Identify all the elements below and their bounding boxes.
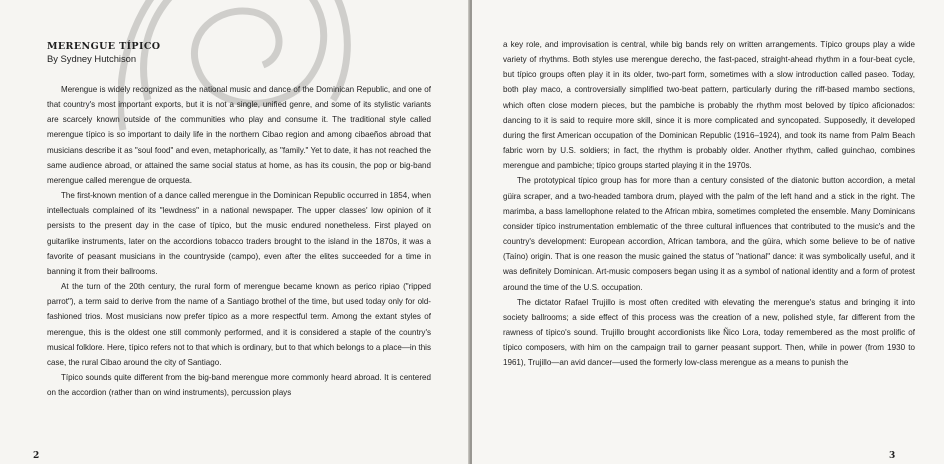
page-number: 3 [889,451,896,461]
right-page [472,0,944,464]
left-page [0,0,470,464]
left-body-text [47,82,431,400]
article-title: MERENGUE TÍPICO [47,41,161,52]
paragraph: The prototypical típico group has for more than a century consisted of the diatonic button accordion, a metal güira scraper, and a two-headed tambora drum, played with the palm of the left hand and a stick in the right. The marimba, a bass lamellophone related to the African mbira, sometimes completed the ensemble. Many Dominicans consider típico instrumentation emblematic of the three cultural influences that contributed to the music's and the country's development: European accordion, African tambora, and the güira, which some believe to be of native (Taíno) origin. That is one reason the music gained the status of "national" dance: it was symbolically useful, and it was definitely Dominican. Art-music composers began using it as a symbol of national identity and a form of protest around the time of the U.S. occupation. [503,176,915,292]
paragraph: The first-known mention of a dance called merengue in the Dominican Republic occurred in 1854, when intellectuals complained of its "lewdness" in a national newspaper. The upper classes' low opinion of it persists to the present day in the case of típico, but the music endured nonetheless. First played on guitarlike instruments, later on the accordions tobacco traders brought to the island in the 1870s, it was a favorite of peasant musicians in the countryside (campo), even after the elites succeeded for a time in banning it from their ballrooms. [47,191,431,276]
paragraph: Típico sounds quite different from the big-band merengue more commonly heard abroad. It is centered on the accordion (rather than on wind instruments), percussion plays [47,372,431,398]
byline: By Sydney Hutchison [47,53,137,64]
paragraph: The dictator Rafael Trujillo is most often credited with elevating the merengue's status and bringing it into society ballrooms; a side effect of this process was the creation of a new, polished style, far different from the rawness of típico's sound. Trujillo brought accordionists like Ñico Lora, today remembered as the most prolific of típico composers, with him on the campaign trail to garner peasant support. Then, while in power (from 1930 to 1961), Trujillo—an avid dancer—used the formerly low-class merengue as a means to punish the [503,297,915,368]
page-number: 2 [33,451,40,461]
paragraph: Merengue is widely recognized as the national music and dance of the Dominican Republic, and one of that country's most important exports, but it is not a single, unified genre, and some of its stylistic variants are scarcely known outside of the communities who play and consume it. The traditional style called merengue típico is so important to daily life in the northern Cibao region and among cibaeños abroad that musicians describe it as "soul food" and even, metaphorically, as "family." Yet to date, it has not reached the same audience abroad, or attained the same social status at home, as has its cousin, the pop or big-band merengue called merengue de orquesta. [47,85,431,185]
paragraph: At the turn of the 20th century, the rural form of merengue became known as perico ripiao ("ripped parrot"), a term said to derive from the name of a Santiago brothel of the time, but used today only for old-fashioned trios. Most musicians now prefer típico as a more respectful term. Among the extant styles of merengue, this is the oldest one still commonly performed, and it is considered a staple of the country's musical folklore. Here, típico refers not to that which is ordinary, but to that which belongs to a place—in this case, the rural Cibao around the city of Santiago. [47,282,431,367]
paragraph: a key role, and improvisation is central, while big bands rely on written arrangements. Típico groups play a wide variety of rhythms. Both styles use merengue derecho, the fast-paced, straight-ahead rhythm in a four-beat cycle, but típico groups often play it in its older, two-part form, sometimes with a slow introduction called paseo. Today, both play maco, a controversially simplified two-beat pattern, particularly during the riff-based mambo sections, which often close modern pieces, but the pambiche is probably the rhythm most beloved by típico aficionados: dancing to it is said to require more skill, since it is more complicated and syncopated. Supposedly, it developed during the first American occupation of the Dominican Republic (1916–1924), and took its name from Palm Beach fabric worn by U.S. soldiers; in fact, the rhythm is probably older. Another rhythm, called guinchao, combines merengue and pambiche; típico groups started playing it in the 1970s. [503,40,915,171]
right-body-text [503,37,915,370]
